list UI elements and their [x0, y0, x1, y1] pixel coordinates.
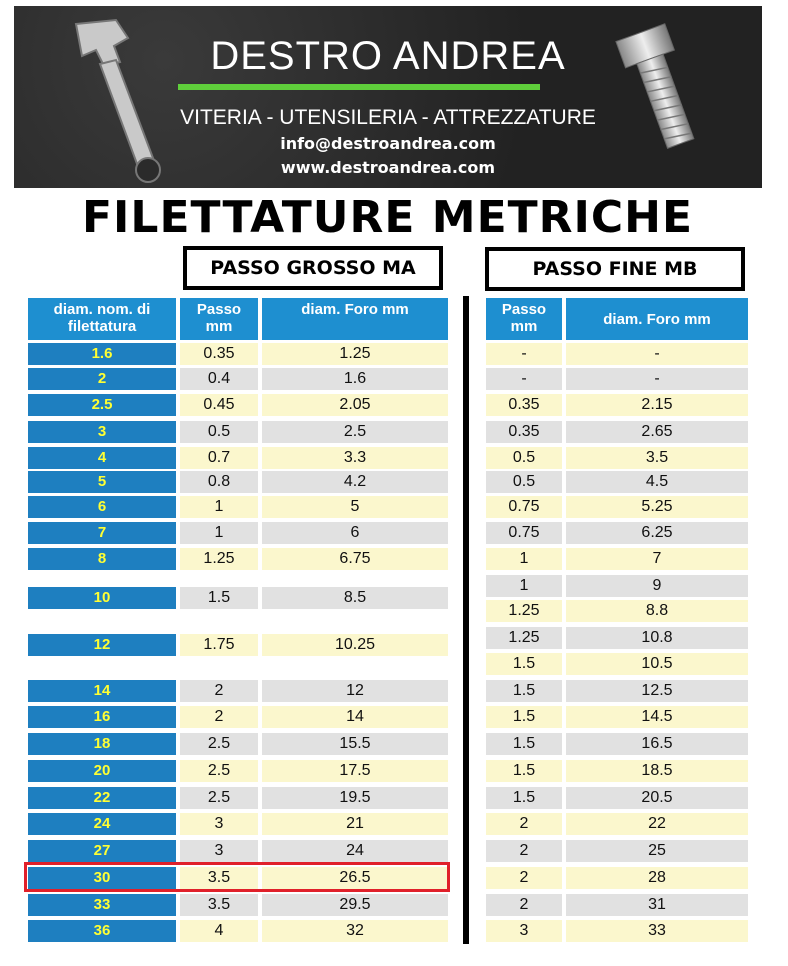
- diameter-cell: 22: [28, 787, 176, 809]
- fine-pitch-cell: 1.5: [486, 787, 562, 809]
- coarse-pitch-cell: 4: [180, 920, 258, 942]
- coarse-pitch-cell: 0.45: [180, 394, 258, 416]
- header-coarse-pitch: Passo mm: [180, 298, 258, 340]
- fine-pitch-cell: 1.5: [486, 760, 562, 782]
- header-banner: [14, 6, 762, 188]
- coarse-hole-cell: 5: [262, 496, 448, 518]
- fine-hole-cell: 7: [566, 548, 748, 570]
- coarse-hole-cell: 21: [262, 813, 448, 835]
- tagline: VITERIA - UTENSILERIA - ATTREZZATURE: [180, 106, 596, 129]
- coarse-hole-cell: 19.5: [262, 787, 448, 809]
- coarse-pitch-cell: 3: [180, 840, 258, 862]
- diameter-cell: 5: [28, 471, 176, 493]
- fine-pitch-cell: 1: [486, 575, 562, 597]
- fine-hole-cell: 10.8: [566, 627, 748, 649]
- fine-hole-cell: -: [566, 368, 748, 390]
- coarse-pitch-cell: 1: [180, 522, 258, 544]
- website-link[interactable]: www.destroandrea.com: [280, 158, 496, 177]
- email-link[interactable]: info@destroandrea.com: [280, 134, 496, 153]
- coarse-hole-cell: 1.25: [262, 343, 448, 365]
- fine-pitch-cell: 1.25: [486, 627, 562, 649]
- diameter-cell: 14: [28, 680, 176, 702]
- diameter-cell: 3: [28, 421, 176, 443]
- coarse-hole-cell: 15.5: [262, 733, 448, 755]
- coarse-pitch-cell: 2: [180, 680, 258, 702]
- coarse-pitch-cell: 0.8: [180, 471, 258, 493]
- fine-pitch-cell: 1.25: [486, 600, 562, 622]
- fine-hole-cell: 20.5: [566, 787, 748, 809]
- accent-bar: [178, 84, 540, 90]
- fine-pitch-cell: 2: [486, 813, 562, 835]
- coarse-pitch-cell: 0.4: [180, 368, 258, 390]
- coarse-hole-cell: 10.25: [262, 634, 448, 656]
- coarse-hole-cell: 2.5: [262, 421, 448, 443]
- header-diameter: diam. nom. di filettatura: [28, 298, 176, 340]
- diameter-cell: 33: [28, 894, 176, 916]
- fine-pitch-cell: 1.5: [486, 733, 562, 755]
- fine-pitch-cell: 2: [486, 894, 562, 916]
- fine-hole-cell: 28: [566, 867, 748, 889]
- fine-pitch-label: PASSO FINE MB: [485, 247, 745, 291]
- coarse-pitch-cell: 0.5: [180, 421, 258, 443]
- coarse-hole-cell: 12: [262, 680, 448, 702]
- diameter-cell: 1.6: [28, 343, 176, 365]
- diameter-cell: 7: [28, 522, 176, 544]
- diameter-cell: 24: [28, 813, 176, 835]
- fine-hole-cell: 12.5: [566, 680, 748, 702]
- coarse-pitch-cell: 3: [180, 813, 258, 835]
- coarse-hole-cell: 24: [262, 840, 448, 862]
- diameter-cell: 12: [28, 634, 176, 656]
- company-name: DESTRO ANDREA: [210, 34, 566, 78]
- coarse-pitch-cell: 1.25: [180, 548, 258, 570]
- coarse-hole-cell: 6.75: [262, 548, 448, 570]
- fine-hole-cell: 25: [566, 840, 748, 862]
- coarse-hole-cell: 4.2: [262, 471, 448, 493]
- fine-hole-cell: 9: [566, 575, 748, 597]
- fine-pitch-cell: 0.5: [486, 471, 562, 493]
- coarse-pitch-cell: 1.5: [180, 587, 258, 609]
- coarse-pitch-cell: 3.5: [180, 867, 258, 889]
- coarse-hole-cell: 29.5: [262, 894, 448, 916]
- coarse-hole-cell: 8.5: [262, 587, 448, 609]
- fine-hole-cell: 14.5: [566, 706, 748, 728]
- fine-hole-cell: 2.15: [566, 394, 748, 416]
- fine-hole-cell: -: [566, 343, 748, 365]
- header-coarse-hole: diam. Foro mm: [262, 298, 448, 340]
- bolt-icon: [604, 20, 734, 150]
- fine-pitch-cell: -: [486, 368, 562, 390]
- fine-pitch-cell: 2: [486, 840, 562, 862]
- fine-pitch-cell: 0.5: [486, 447, 562, 469]
- fine-hole-cell: 22: [566, 813, 748, 835]
- diameter-cell: 18: [28, 733, 176, 755]
- coarse-pitch-label: PASSO GROSSO MA: [183, 246, 443, 290]
- coarse-pitch-cell: 1.75: [180, 634, 258, 656]
- header-fine-pitch: Passo mm: [486, 298, 562, 340]
- fine-hole-cell: 8.8: [566, 600, 748, 622]
- fine-pitch-cell: 1: [486, 548, 562, 570]
- fine-hole-cell: 2.65: [566, 421, 748, 443]
- coarse-pitch-cell: 0.7: [180, 447, 258, 469]
- fine-pitch-cell: 3: [486, 920, 562, 942]
- fine-hole-cell: 18.5: [566, 760, 748, 782]
- coarse-pitch-cell: 2.5: [180, 787, 258, 809]
- fine-pitch-cell: 0.75: [486, 522, 562, 544]
- coarse-hole-cell: 1.6: [262, 368, 448, 390]
- diameter-cell: 27: [28, 840, 176, 862]
- fine-pitch-cell: 0.35: [486, 394, 562, 416]
- fine-pitch-cell: 0.35: [486, 421, 562, 443]
- diameter-cell: 30: [28, 867, 176, 889]
- coarse-hole-cell: 3.3: [262, 447, 448, 469]
- highlight-box: [24, 862, 450, 892]
- fine-pitch-cell: 2: [486, 867, 562, 889]
- fine-hole-cell: 3.5: [566, 447, 748, 469]
- diameter-cell: 20: [28, 760, 176, 782]
- coarse-hole-cell: 26.5: [262, 867, 448, 889]
- coarse-hole-cell: 14: [262, 706, 448, 728]
- diameter-cell: 10: [28, 587, 176, 609]
- coarse-hole-cell: 32: [262, 920, 448, 942]
- diameter-cell: 2: [28, 368, 176, 390]
- fine-hole-cell: 10.5: [566, 653, 748, 675]
- coarse-pitch-cell: 1: [180, 496, 258, 518]
- diameter-cell: 4: [28, 447, 176, 469]
- diameter-cell: 6: [28, 496, 176, 518]
- fine-hole-cell: 4.5: [566, 471, 748, 493]
- fine-hole-cell: 31: [566, 894, 748, 916]
- fine-pitch-cell: -: [486, 343, 562, 365]
- table-divider: [463, 296, 469, 944]
- fine-hole-cell: 5.25: [566, 496, 748, 518]
- coarse-hole-cell: 2.05: [262, 394, 448, 416]
- coarse-pitch-cell: 2.5: [180, 733, 258, 755]
- coarse-hole-cell: 6: [262, 522, 448, 544]
- diameter-cell: 36: [28, 920, 176, 942]
- header-fine-hole: diam. Foro mm: [566, 298, 748, 340]
- fine-pitch-cell: 1.5: [486, 653, 562, 675]
- coarse-pitch-cell: 0.35: [180, 343, 258, 365]
- fine-pitch-cell: 0.75: [486, 496, 562, 518]
- coarse-pitch-cell: 2.5: [180, 760, 258, 782]
- fine-hole-cell: 16.5: [566, 733, 748, 755]
- fine-pitch-cell: 1.5: [486, 680, 562, 702]
- coarse-pitch-cell: 3.5: [180, 894, 258, 916]
- diameter-cell: 2.5: [28, 394, 176, 416]
- fine-hole-cell: 33: [566, 920, 748, 942]
- coarse-pitch-cell: 2: [180, 706, 258, 728]
- page-title: FILETTATURE METRICHE: [82, 192, 694, 243]
- diameter-cell: 16: [28, 706, 176, 728]
- fine-pitch-cell: 1.5: [486, 706, 562, 728]
- fine-hole-cell: 6.25: [566, 522, 748, 544]
- diameter-cell: 8: [28, 548, 176, 570]
- coarse-hole-cell: 17.5: [262, 760, 448, 782]
